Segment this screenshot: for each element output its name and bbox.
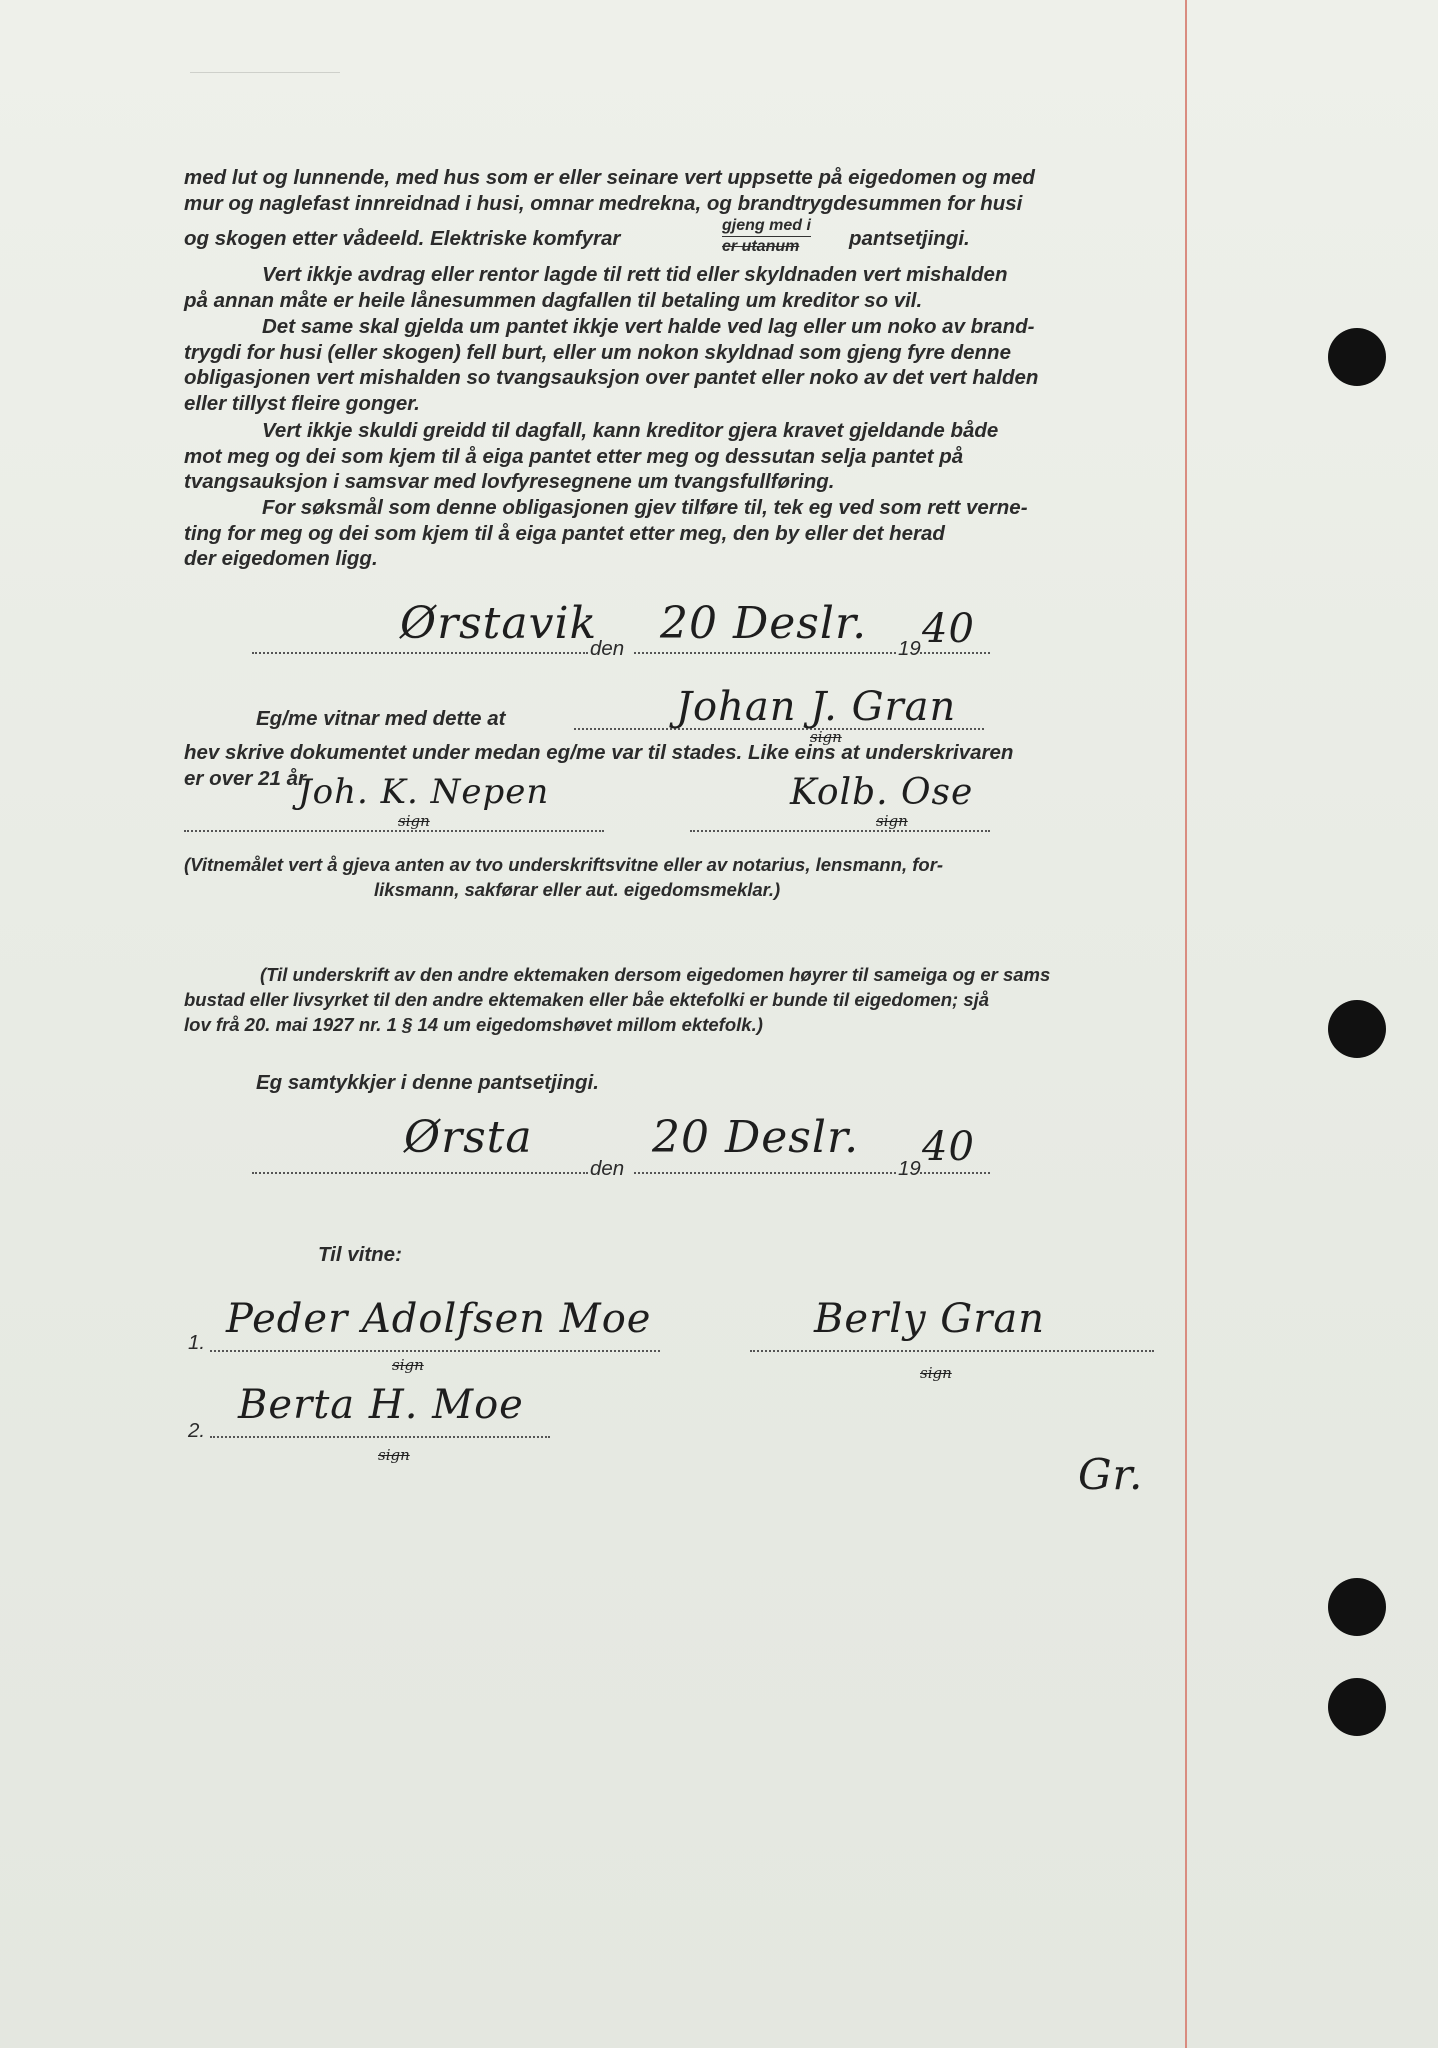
consent-statement: Eg samtykkjer i denne pantsetjingi.	[256, 1071, 599, 1094]
witness-dotted-line-2	[690, 830, 990, 832]
note-line: liksmann, sakførar eller aut. eigedomsmeklar.)	[374, 879, 781, 900]
komfyr-options	[722, 216, 811, 257]
body-line: mur og naglefast innreidnad i husi, omnar medrekna, og brandtrygdesummen for husi	[184, 191, 1023, 215]
komfyr-option-included: gjeng med i	[722, 216, 811, 237]
punch-hole-1	[1328, 328, 1386, 386]
handwritten-year-1: 40	[922, 606, 975, 652]
body-line-end: pantsetjingi.	[849, 227, 970, 250]
handwritten-spouse-sig: Berly Gran	[814, 1296, 1045, 1342]
punch-hole-3	[1328, 1578, 1386, 1636]
note-line: lov frå 20. mai 1927 nr. 1 § 14 um eigedomshøvet millom ektefolk.)	[184, 1014, 763, 1035]
handwritten-year-2: 40	[922, 1124, 975, 1170]
body-line: Vert ikkje skuldi greidd til dagfall, kann kreditor gjera kravet gjeldande både	[262, 419, 999, 442]
witness-dotted-line-1	[184, 830, 604, 832]
sign-mark-vitne-2: sign	[378, 1446, 410, 1464]
body-line: der eigedomen ligg.	[184, 547, 378, 570]
year-dotted-line-2	[920, 1172, 990, 1174]
place-dotted-line-2	[252, 1172, 588, 1174]
vitne-number-1: 1.	[188, 1331, 206, 1354]
year-dotted-line-1	[920, 652, 990, 654]
body-line: obligasjonen vert mishalden so tvangsauksjon over pantet eller noko av det vert halden	[184, 366, 1039, 389]
year-prefix-1: 19	[898, 637, 921, 660]
body-line: Vert ikkje avdrag eller rentor lagde til rett tid eller skyldnaden vert mishalden	[262, 263, 1008, 286]
note-line: (Vitnemålet vert å gjeva anten av tvo underskriftsvitne eller av notarius, lensmann, for-	[184, 854, 944, 875]
body-line: tvangsauksjon i samsvar med lovfyresegnene um tvangsfullføring.	[184, 470, 835, 493]
note-line: (Til underskrift av den andre ektemaken dersom eigedomen høyrer til sameiga og er sams	[260, 964, 1051, 985]
punch-hole-4	[1328, 1678, 1386, 1736]
paragraph-insurance	[184, 314, 1154, 416]
til-vitne-heading: Til vitne:	[318, 1243, 402, 1266]
body-line: på annan måte er heile lånesummen dagfallen til betaling um kreditor so vil.	[184, 288, 923, 312]
handwritten-signer-name: Johan J. Gran	[676, 684, 957, 730]
bleed-through-text	[190, 72, 340, 73]
body-line: mot meg og dei som kjem til å eiga pantet etter meg og dessutan selja pantet på	[184, 444, 964, 468]
paragraph-due	[184, 418, 1154, 495]
witness-intro: Eg/me vitnar med dette at	[256, 707, 506, 730]
body-line: For søksmål som denne obligasjonen gjev tilføre til, tek eg ved som rett verne-	[262, 496, 1028, 519]
body-line: ting for meg og dei som kjem til å eiga pantet etter meg, den by eller det herad	[184, 521, 945, 545]
sign-mark-signer: sign	[810, 728, 842, 746]
sign-mark-vitne-1: sign	[392, 1356, 424, 1374]
handwritten-witness-sig-1: Joh. K. Nepen	[298, 772, 550, 812]
handwritten-vitne-2: Berta H. Moe	[238, 1382, 524, 1428]
date-dotted-line-2	[634, 1172, 896, 1174]
year-prefix-2: 19	[898, 1157, 921, 1180]
red-margin-line	[1185, 0, 1187, 2048]
sign-mark-spouse: sign	[920, 1364, 952, 1382]
paragraph-venue	[184, 495, 1154, 572]
body-line: Det same skal gjelda um pantet ikkje vert halde ved lag eller um noko av brand-	[262, 315, 1035, 338]
sign-mark-witness-1: sign	[398, 812, 430, 830]
body-line: med lut og lunnende, med hus som er eller seinare vert uppsette på eigedomen og med	[184, 166, 1035, 189]
handwritten-date-1: 20 Deslr.	[660, 598, 868, 649]
paragraph-default	[184, 262, 1154, 313]
handwritten-vitne-1: Peder Adolfsen Moe	[226, 1296, 652, 1342]
vitne-number-2: 2.	[188, 1419, 206, 1442]
den-label-2: den	[590, 1157, 625, 1180]
komfyr-option-excluded: er utanum	[722, 238, 800, 255]
handwritten-place-2: Ørsta	[404, 1112, 533, 1163]
den-label-1: den	[590, 637, 625, 660]
handwritten-date-2: 20 Deslr.	[652, 1112, 860, 1163]
witness-line-2: hev skrive dokumentet under medan eg/me var til stades. Like eins at underskrivaren	[184, 741, 1014, 764]
place-dotted-line-1	[252, 652, 588, 654]
handwritten-initials: Gr.	[1078, 1450, 1144, 1499]
vitne-dotted-line-1	[210, 1350, 660, 1352]
note-line: bustad eller livsyrket til den andre ektemaken eller båe ektefolki er bunde til eigedomen; sjå	[184, 989, 990, 1010]
punch-hole-2	[1328, 1000, 1386, 1058]
spouse-dotted-line	[750, 1350, 1154, 1352]
body-line: eller tillyst fleire gonger.	[184, 391, 420, 415]
date-dotted-line-1	[634, 652, 896, 654]
body-line-komfyr: og skogen etter vådeeld. Elektriske komfyrar	[184, 227, 621, 250]
handwritten-witness-sig-2: Kolb. Ose	[790, 772, 974, 813]
sign-mark-witness-2: sign	[876, 812, 908, 830]
vitne-dotted-line-2	[210, 1436, 550, 1438]
witness-note	[184, 852, 1174, 902]
spouse-note	[184, 962, 1174, 1037]
body-line: trygdi for husi (eller skogen) fell burt, eller um nokon skyldnad som gjeng fyre denne	[184, 340, 1011, 364]
handwritten-place-1: Ørstavik	[400, 598, 598, 649]
paragraph-pledge-scope	[184, 165, 1154, 216]
witness-line-3: er over 21 år.	[184, 767, 311, 790]
